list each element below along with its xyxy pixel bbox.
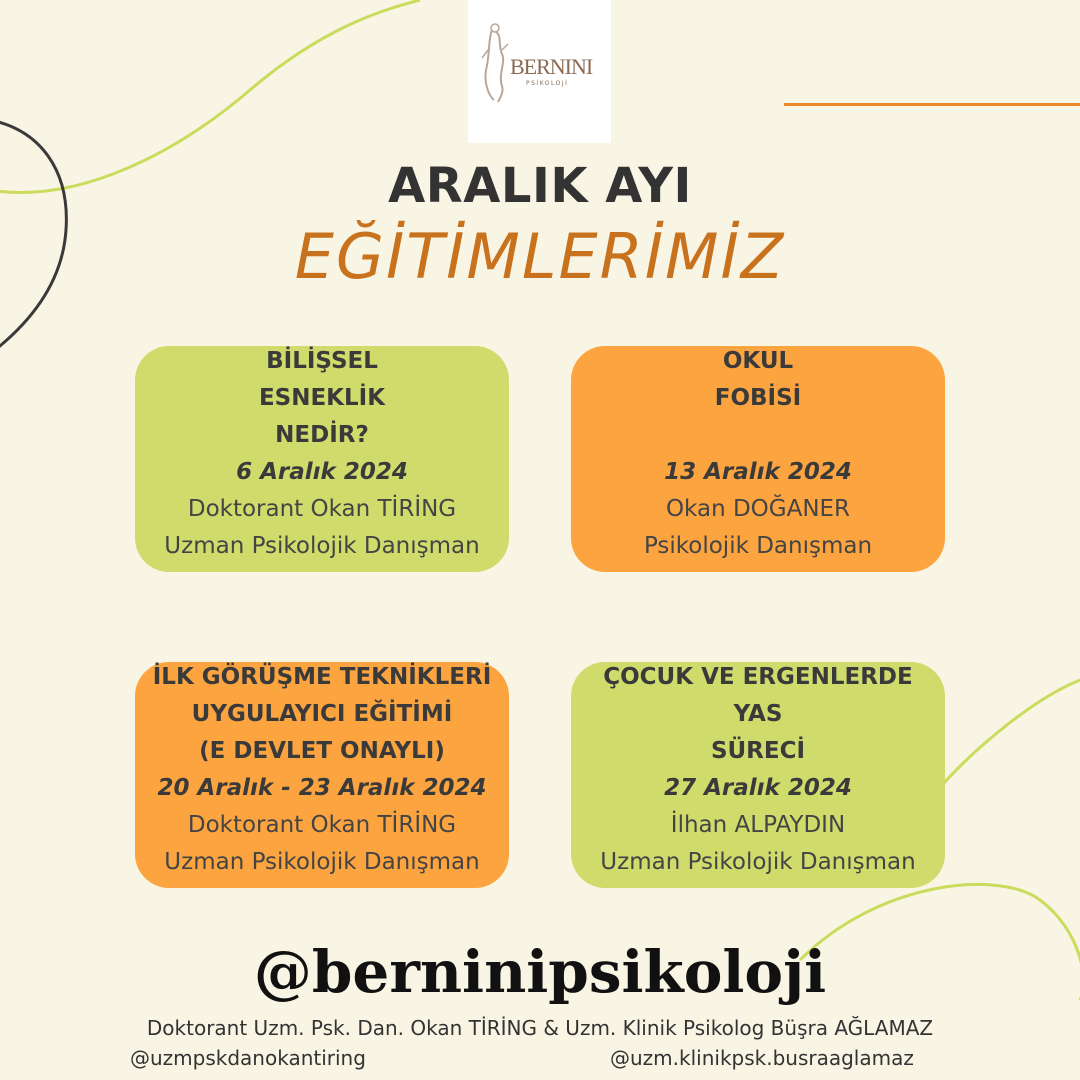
event-title-line: ÇOCUK VE ERGENLERDE <box>603 664 913 690</box>
event-card-bilissel-esneklik <box>135 346 509 572</box>
event-presenter: İlhan ALPAYDIN <box>670 812 846 838</box>
footer-handle-left: @uzmpskdanokantiring <box>130 1046 366 1070</box>
event-presenter-role: Uzman Psikolojik Danışman <box>164 533 480 559</box>
event-card-cocuk-ergen-yas <box>571 662 945 888</box>
event-date: 6 Aralık 2024 <box>236 459 408 485</box>
event-title-line: İLK GÖRÜŞME TEKNİKLERİ <box>152 664 492 690</box>
event-title-line: ESNEKLİK <box>258 385 386 411</box>
event-presenter: Okan DOĞANER <box>665 496 851 522</box>
event-title-line: SÜRECİ <box>710 738 806 764</box>
event-date: 20 Aralık - 23 Aralık 2024 <box>157 775 487 801</box>
event-title-line: BİLİŞSEL <box>266 348 378 374</box>
event-title-line: YAS <box>733 701 783 727</box>
page-title-line-2: EĞİTİMLERİMİZ <box>294 220 786 293</box>
event-presenter-role: Uzman Psikolojik Danışman <box>600 849 916 875</box>
event-presenter: Doktorant Okan TİRİNG <box>187 496 457 522</box>
event-title-line: FOBİSİ <box>714 385 802 411</box>
event-title-line: UYGULAYICI EĞİTİMİ <box>191 701 453 727</box>
event-presenter-role: Psikolojik Danışman <box>643 533 873 559</box>
event-title-line: NEDİR? <box>275 422 369 448</box>
logo-subtitle: PSİKOLOJİ <box>526 80 569 87</box>
event-title-line: OKUL <box>722 348 794 374</box>
footer-credits: Doktorant Uzm. Psk. Dan. Okan TİRİNG & Uzm. Klinik Psikolog Büşra AĞLAMAZ <box>146 1016 934 1040</box>
instagram-handle: @berninipsikoloji <box>253 938 827 1006</box>
logo-name: BERNINI <box>510 54 593 79</box>
event-presenter: Doktorant Okan TİRİNG <box>187 812 457 838</box>
event-date: 13 Aralık 2024 <box>664 459 852 485</box>
orange-divider <box>784 103 1080 106</box>
footer-handle-right: @uzm.klinikpsk.busraaglamaz <box>610 1046 914 1070</box>
event-title-line: (E DEVLET ONAYLI) <box>199 738 445 764</box>
event-date: 27 Aralık 2024 <box>664 775 852 801</box>
logo <box>468 0 611 143</box>
event-card-okul-fobisi <box>571 346 945 572</box>
event-presenter-role: Uzman Psikolojik Danışman <box>164 849 480 875</box>
event-card-ilk-gorusme <box>135 662 509 888</box>
page-title-line-1: ARALIK AYI <box>388 158 692 214</box>
